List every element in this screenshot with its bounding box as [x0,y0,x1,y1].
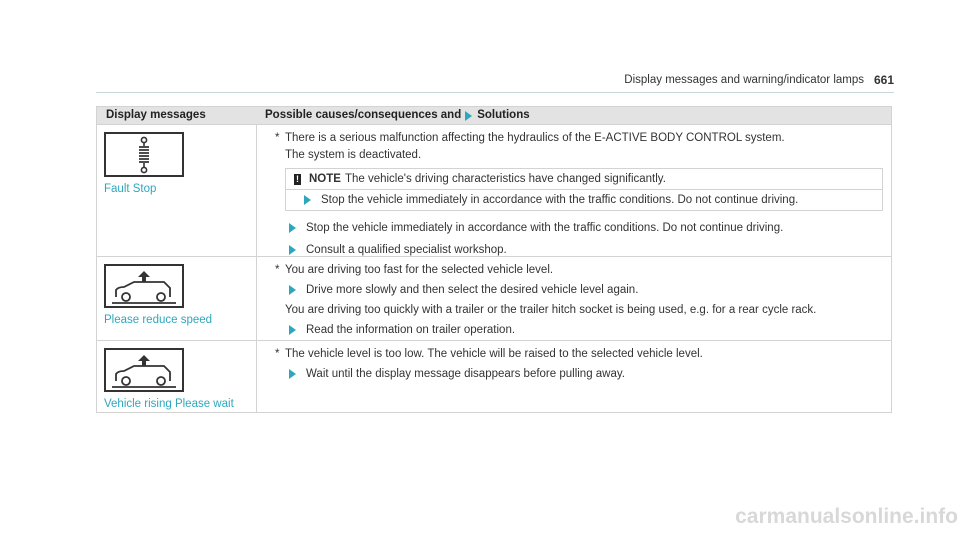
action-item [275,221,891,235]
col-header-causes [257,107,891,124]
cause-text-2: The system is deactivated. [285,149,422,161]
col-header-display-messages: Display messages [106,109,206,121]
message-label: Fault Stop [104,183,157,195]
header-title: Display messages and warning/indicator lamps [624,74,864,86]
table-row [97,256,891,340]
action-text: Stop the vehicle immediately in accordance with the traffic conditions. Do not continue driving. [306,222,784,234]
table-row [97,340,891,412]
arrow-right-icon [289,223,296,233]
causes-cell [257,341,891,412]
cause-text: There is a serious malfunction affecting the hydraulics of the E-ACTIVE BODY CONTROL system. [285,132,785,144]
cause-text: You are driving too fast for the selected vehicle level. [285,264,554,276]
cause-line: * There is a serious malfunction affecting the hydraulics of the E-ACTIVE BODY CONTROL system. [275,132,785,144]
causes-cell [257,125,891,256]
action-item [275,323,891,337]
note-action-text: Stop the vehicle immediately in accordance with the traffic conditions. Do not continue driving. [321,194,799,206]
note-box [285,168,883,211]
col-header-solutions-text: Solutions [477,109,530,121]
page-header [96,70,894,93]
message-cell [97,125,257,256]
action-text: Read the information on trailer operation. [306,324,516,336]
note-action-row [286,189,882,210]
suspension-strut-icon [104,132,184,177]
causes-cell [257,257,891,340]
arrow-right-icon [304,195,311,205]
action-item [275,243,891,257]
note-row [286,169,882,189]
action-text: Drive more slowly and then select the desired vehicle level again. [306,284,639,296]
action-item [275,367,891,381]
watermark: carmanualsonline.info [735,505,958,528]
arrow-right-icon [465,111,472,121]
cause-line: * The vehicle level is too low. The vehicle will be raised to the selected vehicle level. [275,348,703,360]
table-header [97,107,891,124]
cause-line: * You are driving too fast for the selected vehicle level. [275,264,554,276]
vehicle-level-icon [104,348,184,392]
message-cell [97,341,257,412]
action-text: Wait until the display message disappears before pulling away. [306,368,625,380]
vehicle-level-icon [104,264,184,308]
message-label: Vehicle rising Please wait [104,398,234,410]
note-text: The vehicle's driving characteristics have changed significantly. [344,173,666,185]
message-label: Please reduce speed [104,314,213,326]
cause-text: The vehicle level is too low. The vehicle will be raised to the selected vehicle level. [285,348,703,360]
arrow-right-icon [289,369,296,379]
arrow-right-icon [289,285,296,295]
display-messages-table [96,106,892,413]
cause-text-2: You are driving too quickly with a trailer or the trailer hitch socket is being used, e.g. for a rear cycle rack. [285,304,817,316]
action-item [275,283,891,297]
warning-exclamation-icon: ! [296,173,299,184]
table-row [97,124,891,256]
arrow-right-icon [289,325,296,335]
message-cell [97,257,257,340]
col-header-causes-text: Possible causes/consequences and [265,109,462,121]
page-number: 661 [873,73,894,87]
action-text: Consult a qualified specialist workshop. [306,244,507,256]
note-label: NOTE [309,173,341,185]
arrow-right-icon [289,245,296,255]
